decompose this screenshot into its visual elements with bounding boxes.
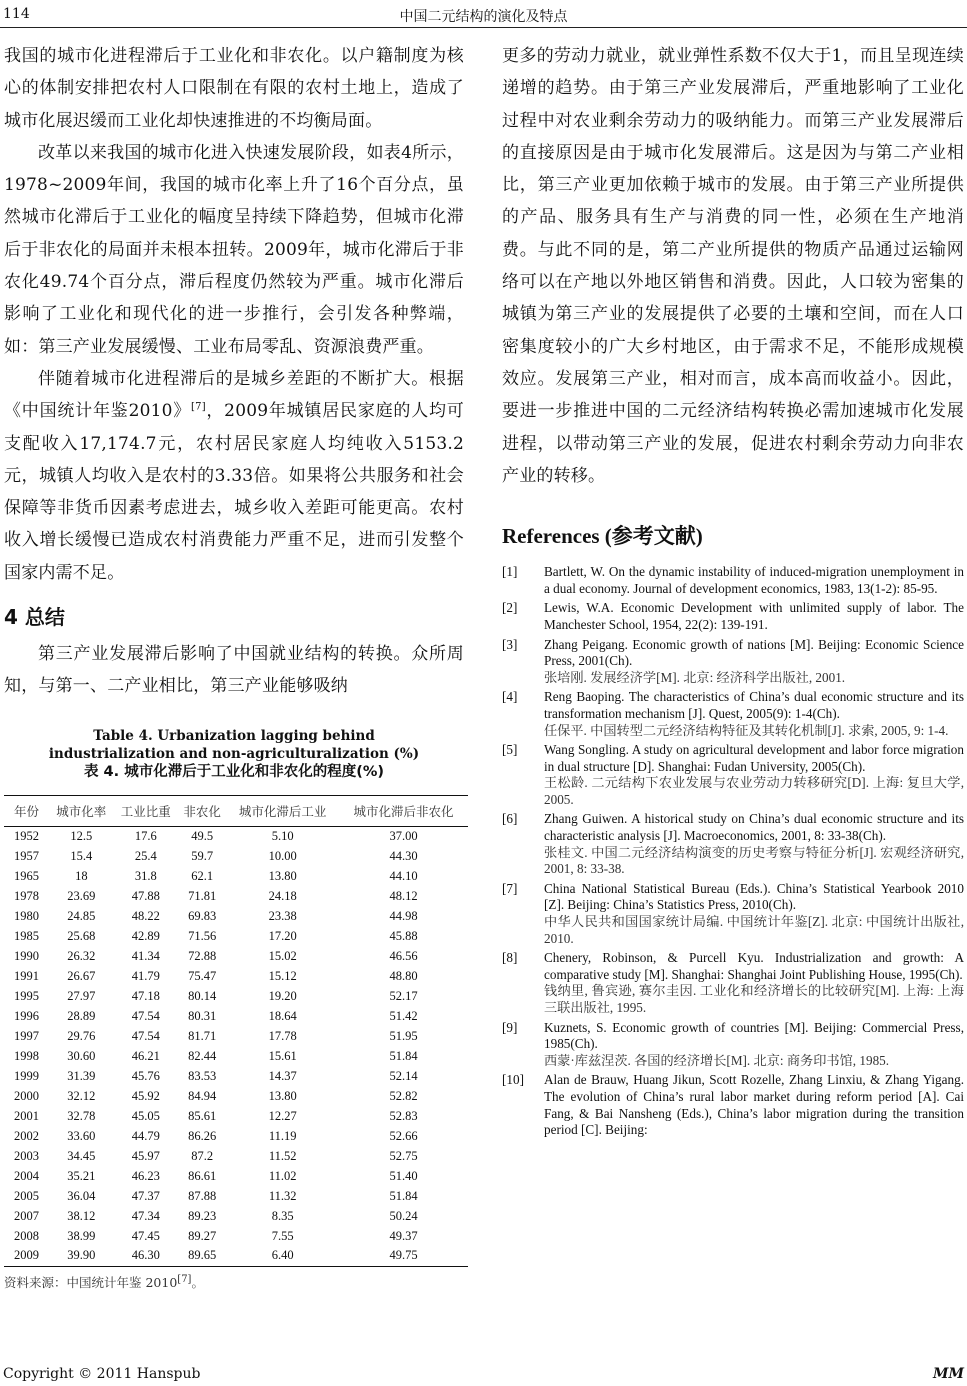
table-cell: 15.4 bbox=[70, 848, 93, 863]
reference-cn: 中华人民共和国国家统计局编. 中国统计年鉴[Z]. 北京: 中国统计出版社, 2010. bbox=[544, 914, 964, 946]
table-cell: 13.80 bbox=[268, 1088, 297, 1103]
reference-en: Lewis, W.A. Economic Development with unlimited supply of labor. The Manchester School, 1954, 22(2): 139-191. bbox=[544, 600, 964, 632]
reference-text bbox=[544, 742, 964, 808]
table-cell: 87.88 bbox=[188, 1188, 217, 1203]
column-header: 城市化滞后非农化 bbox=[353, 804, 454, 819]
table-cell: 2008 bbox=[14, 1228, 39, 1243]
reference-cn: 钱纳里, 鲁宾逊, 赛尔圭因. 工业化和经济增长的比较研究[M]. 上海: 上海三联出版社, 1995. bbox=[544, 983, 964, 1015]
table-cell: 45.05 bbox=[131, 1108, 160, 1123]
table-caption-cn: 表 4. 城市化滞后于工业化和非农化的程度(%) bbox=[84, 763, 384, 780]
table-row bbox=[4, 1186, 468, 1206]
table-cell: 1978 bbox=[14, 888, 39, 903]
table-cell: 59.7 bbox=[191, 848, 214, 863]
table-cell: 51.84 bbox=[389, 1188, 418, 1203]
reference-number: [3] bbox=[502, 636, 518, 652]
table-cell: 35.21 bbox=[67, 1168, 96, 1183]
table-cell: 1990 bbox=[14, 948, 39, 963]
reference-text bbox=[544, 1020, 964, 1070]
table-cell: 11.02 bbox=[268, 1168, 297, 1183]
table-cell: 87.2 bbox=[191, 1148, 214, 1163]
table-cell: 1999 bbox=[14, 1068, 39, 1083]
table-cell: 6.40 bbox=[271, 1248, 294, 1263]
table-cell: 11.19 bbox=[268, 1128, 297, 1143]
table-cell: 28.89 bbox=[67, 1008, 96, 1023]
reference-en: Zhang Peigang. Economic growth of nations [M]. Beijing: Economic Science Press, 2001(Ch). bbox=[544, 636, 964, 669]
table-cell: 37.00 bbox=[389, 828, 418, 843]
reference-en: Bartlett, W. On the dynamic instability of induced-migration unemployment in a dual economy. Journal of development economics, 1983, 13(1-2): 85-95. bbox=[544, 564, 964, 596]
reference-number: [9] bbox=[502, 1019, 518, 1035]
reference-en: China National Statistical Bureau (Eds.). China’s Statistical Yearbook 2010 [Z]. Beijing: China’s Statistics Press, 2010(Ch). bbox=[544, 880, 964, 913]
table-cell: 24.85 bbox=[67, 908, 96, 923]
table-cell: 44.79 bbox=[131, 1128, 160, 1143]
text: 资料来源：中国统计年鉴 2010 bbox=[4, 1274, 178, 1290]
column-header: 年份 bbox=[14, 804, 40, 819]
table-cell: 46.21 bbox=[131, 1048, 160, 1063]
table-cell: 33.60 bbox=[67, 1128, 96, 1143]
table-cell: 32.12 bbox=[67, 1088, 96, 1103]
text: ，2009年城镇居民家庭的人均可支配收入17,174.7元，农村居民家庭人均纯收入5153.2元，城镇人均收入是农村的3.33倍。如果将公共服务和社会保障等非货币因素考虑进去，城乡收入差距可能更高。农村收入增长缓慢已造成农村消费能力严重不足，进而引发整个国家内需不足。 bbox=[4, 401, 464, 583]
reference-en: Kuznets, S. Economic growth of countries [M]. Beijing: Commercial Press, 1985(Ch). bbox=[544, 1019, 964, 1052]
table-cell: 48.22 bbox=[131, 908, 160, 923]
table-cell: 52.75 bbox=[389, 1148, 418, 1163]
reference-item bbox=[502, 742, 964, 808]
table-cell: 52.14 bbox=[389, 1068, 418, 1083]
table-row bbox=[4, 1086, 468, 1106]
reference-text bbox=[544, 600, 964, 633]
table-cell: 44.30 bbox=[389, 848, 418, 863]
table-cell: 2002 bbox=[14, 1128, 39, 1143]
journal-abbrev: MM bbox=[933, 1366, 964, 1382]
reference-cn: 张桂文. 中国二元经济结构演变的历史考察与特征分析[J]. 宏观经济研究, 2001, 8: 33-38. bbox=[544, 844, 964, 877]
table-cell: 44.98 bbox=[389, 908, 418, 923]
table-caption-en: Table 4. Urbanization lagging behind industrialization and non-agriculturalization (%) bbox=[48, 727, 420, 762]
reference-item bbox=[502, 1020, 964, 1070]
table-cell: 1997 bbox=[14, 1028, 39, 1043]
paragraph bbox=[4, 363, 464, 589]
reference-number: [6] bbox=[502, 811, 518, 827]
paragraph: 我国的城市化进程滞后于工业化和非农化。以户籍制度为核心的体制安排把农村人口限制在有限的农村土地上，造成了城市化展迟缓而工业化却快速推进的不均衡局面。 bbox=[4, 46, 464, 131]
table-row bbox=[4, 966, 468, 986]
table-cell: 38.99 bbox=[67, 1228, 96, 1243]
page-number: 114 bbox=[3, 6, 30, 22]
table-cell: 10.00 bbox=[268, 848, 297, 863]
table-row bbox=[4, 1146, 468, 1166]
table-cell: 13.80 bbox=[268, 868, 297, 883]
table-cell: 19.20 bbox=[268, 988, 297, 1003]
reference-text bbox=[544, 881, 964, 947]
table-cell: 1952 bbox=[14, 828, 39, 843]
table-row bbox=[4, 866, 468, 886]
table-cell: 17.20 bbox=[268, 928, 297, 943]
reference-item bbox=[502, 600, 964, 633]
table-cell: 34.45 bbox=[67, 1148, 96, 1163]
table-cell: 45.76 bbox=[131, 1068, 160, 1083]
table-cell: 23.38 bbox=[268, 908, 297, 923]
table-cell: 75.47 bbox=[188, 968, 217, 983]
reference-number: [8] bbox=[502, 950, 518, 966]
table-cell: 81.71 bbox=[188, 1028, 217, 1043]
column-header: 工业比重 bbox=[120, 804, 171, 819]
table-cell: 48.12 bbox=[389, 888, 418, 903]
reference-en: Alan de Brauw, Huang Jikun, Scott Rozelle, Zhang Linxiu, & Zhang Yigang. The evolution of China’s rural labor market during reform period [A]. Cai Fang, & Bai Nansheng (Eds.), China’s labor migration during the transition period [C]. Beijing: bbox=[544, 1072, 964, 1138]
page-footer bbox=[3, 1366, 964, 1382]
table-cell: 29.76 bbox=[67, 1028, 96, 1043]
table-cell: 1995 bbox=[14, 988, 39, 1003]
table-cell: 71.81 bbox=[188, 888, 217, 903]
reference-text bbox=[544, 689, 964, 739]
paragraph: 更多的劳动力就业，就业弹性系数不仅大于1，而且呈现连续递增的趋势。由于第三产业发展滞后，严重地影响了工业化过程中对农业剩余劳动力的吸纳能力。而第三产业发展滞后的直接原因是由于城市化发展滞后。这是因为与第二产业相比，第三产业更加依赖于城市的发展。由于第三产业所提供的产品、服务具有生产与消费的同一性，必须在生产地消费。与此不同的是，第二产业所提供的物质产品通过运输网络可以在产地以外地区销售和消费。因此，人口较为密集的城镇为第三产业的发展提供了必要的土壤和空间，而在人口密集度较小的广大乡村地区，由于需求不足，不能形成规模效应。发展第三产业，相对而言，成本高而收益小。因此，要进一步推进中国的二元经济结构转换必需加速城市化发展进程，以带动第三产业的发展，促进农村剩余劳动力向非农产业的转移。 bbox=[502, 46, 964, 486]
table-cell: 86.26 bbox=[188, 1128, 217, 1143]
table-cell: 69.83 bbox=[188, 908, 217, 923]
reference-en: Reng Baoping. The characteristics of China’s dual economic structure and its transformation mechanism [J]. Quest, 2005(9): 1-4(Ch). bbox=[544, 689, 964, 721]
table-row bbox=[4, 1106, 468, 1126]
table-row bbox=[4, 946, 468, 966]
reference-cn: 张培刚. 发展经济学[M]. 北京: 经济科学出版社, 2001. bbox=[544, 669, 846, 685]
table-cell: 39.90 bbox=[67, 1248, 96, 1263]
table-cell: 47.45 bbox=[131, 1228, 160, 1243]
reference-cn: 任保平. 中国转型二元经济结构特征及其转化机制[J]. 求索, 2005, 9: 1-4. bbox=[544, 722, 949, 738]
table-cell: 11.52 bbox=[268, 1148, 297, 1163]
table-cell: 51.40 bbox=[389, 1168, 418, 1183]
table-cell: 24.18 bbox=[268, 888, 297, 903]
right-column bbox=[502, 40, 964, 1142]
citation: [7] bbox=[191, 401, 206, 413]
table-cell: 2007 bbox=[14, 1208, 39, 1223]
reference-en: Zhang Guiwen. A historical study on China’s dual economic structure and its characteristic analysis [J]. Macroeconomics, 2001, 8: 33-38(Ch). bbox=[544, 811, 964, 844]
reference-list bbox=[502, 564, 964, 1139]
reference-item bbox=[502, 811, 964, 877]
table-cell: 2000 bbox=[14, 1088, 39, 1103]
reference-item bbox=[502, 950, 964, 1016]
table-cell: 52.83 bbox=[389, 1108, 418, 1123]
table-cell: 1965 bbox=[14, 868, 39, 883]
table-cell: 47.54 bbox=[131, 1028, 160, 1043]
table-cell: 83.53 bbox=[188, 1068, 217, 1083]
table-cell: 41.34 bbox=[131, 948, 160, 963]
reference-number: [4] bbox=[502, 689, 518, 705]
table-cell: 1998 bbox=[14, 1048, 39, 1063]
table-cell: 46.56 bbox=[389, 948, 418, 963]
table-cell: 85.61 bbox=[188, 1108, 217, 1123]
table-cell: 72.88 bbox=[188, 948, 217, 963]
table-cell: 11.32 bbox=[268, 1188, 297, 1203]
table-cell: 2009 bbox=[14, 1248, 39, 1263]
table-cell: 7.55 bbox=[271, 1228, 294, 1243]
table-cell: 44.10 bbox=[389, 868, 418, 883]
column-header: 非农化 bbox=[183, 804, 221, 819]
table-cell: 23.69 bbox=[67, 888, 96, 903]
reference-item bbox=[502, 1072, 964, 1138]
table-cell: 46.23 bbox=[131, 1168, 160, 1183]
table-cell: 50.24 bbox=[389, 1208, 418, 1223]
table-row bbox=[4, 1026, 468, 1046]
reference-cn: 西蒙·库兹涅茨. 各国的经济增长[M]. 北京: 商务印书馆, 1985. bbox=[544, 1052, 890, 1068]
table-cell: 2004 bbox=[14, 1168, 39, 1183]
table-cell: 42.89 bbox=[131, 928, 160, 943]
table-cell: 52.82 bbox=[389, 1088, 418, 1103]
table-cell: 47.18 bbox=[131, 988, 160, 1003]
table-cell: 52.66 bbox=[389, 1128, 418, 1143]
text: 。 bbox=[191, 1274, 204, 1290]
table-cell: 49.75 bbox=[389, 1248, 418, 1263]
table-cell: 38.12 bbox=[67, 1208, 96, 1223]
column-header: 城市化率 bbox=[56, 804, 107, 819]
table-cell: 31.8 bbox=[134, 868, 157, 883]
table-cell: 15.02 bbox=[268, 948, 297, 963]
table-cell: 71.56 bbox=[188, 928, 217, 943]
citation: [7] bbox=[177, 1273, 192, 1285]
table-cell: 62.1 bbox=[191, 868, 214, 883]
table-row bbox=[4, 1246, 468, 1266]
column-header: 城市化滞后工业 bbox=[238, 804, 327, 819]
paragraph: 第三产业发展滞后影响了中国就业结构的转换。众所周知，与第一、二产业相比，第三产业能够吸纳 bbox=[4, 644, 464, 697]
table-cell: 89.23 bbox=[188, 1208, 217, 1223]
table-cell: 32.78 bbox=[67, 1108, 96, 1123]
table-cell: 2005 bbox=[14, 1188, 39, 1203]
table-cell: 17.6 bbox=[134, 828, 157, 843]
left-column bbox=[4, 40, 464, 1291]
table-cell: 27.97 bbox=[67, 988, 96, 1003]
table-cell: 14.37 bbox=[268, 1068, 297, 1083]
table-row bbox=[4, 886, 468, 906]
table-row bbox=[4, 826, 468, 846]
table-cell: 18.64 bbox=[268, 1008, 297, 1023]
table-row bbox=[4, 986, 468, 1006]
reference-number: [7] bbox=[502, 880, 518, 896]
table-cell: 86.61 bbox=[188, 1168, 217, 1183]
reference-number: [1] bbox=[502, 564, 518, 580]
table-row bbox=[4, 1066, 468, 1086]
running-title: 中国二元结构的演化及特点 bbox=[399, 9, 568, 25]
table-cell: 30.60 bbox=[67, 1048, 96, 1063]
table-row bbox=[4, 906, 468, 926]
table-cell: 5.10 bbox=[271, 828, 294, 843]
table-cell: 45.92 bbox=[131, 1088, 160, 1103]
table-cell: 2001 bbox=[14, 1108, 39, 1123]
reference-text bbox=[544, 950, 964, 1016]
table-cell: 47.88 bbox=[131, 888, 160, 903]
table-cell: 15.61 bbox=[268, 1048, 297, 1063]
copyright: Copyright © 2011 Hanspub bbox=[3, 1366, 201, 1382]
table-cell: 12.5 bbox=[70, 828, 93, 843]
table-cell: 25.68 bbox=[67, 928, 96, 943]
table-source bbox=[4, 1273, 464, 1291]
table-cell: 8.35 bbox=[271, 1208, 294, 1223]
table-cell: 2003 bbox=[14, 1148, 39, 1163]
table-cell: 82.44 bbox=[188, 1048, 217, 1063]
table-cell: 89.27 bbox=[188, 1228, 217, 1243]
reference-text bbox=[544, 637, 964, 687]
table-row bbox=[4, 926, 468, 946]
reference-number: [5] bbox=[502, 742, 518, 758]
reference-item bbox=[502, 564, 964, 597]
table-cell: 1957 bbox=[14, 848, 39, 863]
table-cell: 89.65 bbox=[188, 1248, 217, 1263]
table-cell: 36.04 bbox=[67, 1188, 96, 1203]
table-row bbox=[4, 1046, 468, 1066]
table-cell: 49.5 bbox=[191, 828, 214, 843]
table-cell: 80.31 bbox=[188, 1008, 217, 1023]
reference-item bbox=[502, 637, 964, 687]
references-heading: References (参考文献) bbox=[502, 524, 703, 549]
table-cell: 17.78 bbox=[268, 1028, 297, 1043]
table-cell: 41.79 bbox=[131, 968, 160, 983]
paragraph: 改革以来我国的城市化进入快速发展阶段，如表4所示，1978~2009年间，我国的城市化率上升了16个百分点，虽然城市化滞后于工业化的幅度呈持续下降趋势，但城市化滞后于非农化的局面并未根本扭转。2009年，城市化滞后于非农化49.74个百分点，滞后程度仍然较为严重。城市化滞后影响了工业化和现代化的进一步推行，会引发各种弊端，如：第三产业发展缓慢、工业布局零乱、资源浪费严重。 bbox=[4, 142, 464, 357]
reference-cn: 王松龄. 二元结构下农业发展与农业劳动力转移研究[D]. 上海: 复旦大学, 2005. bbox=[544, 775, 964, 807]
table-row bbox=[4, 1126, 468, 1146]
table-cell: 45.88 bbox=[389, 928, 418, 943]
table-cell: 26.32 bbox=[67, 948, 96, 963]
page-header bbox=[0, 6, 967, 28]
table-cell: 1996 bbox=[14, 1008, 39, 1023]
table-row bbox=[4, 1166, 468, 1186]
reference-text bbox=[544, 564, 964, 597]
table-cell: 26.67 bbox=[67, 968, 96, 983]
reference-item bbox=[502, 689, 964, 739]
table-caption bbox=[4, 727, 464, 781]
reference-en: Chenery, Robinson, & Purcell Kyu. Industrialization and growth: A comparative study [M]. Shanghai: Shanghai Joint Publishing House, 1995(Ch). bbox=[544, 950, 964, 982]
reference-text bbox=[544, 811, 964, 877]
table-cell: 51.84 bbox=[389, 1048, 418, 1063]
table-cell: 47.54 bbox=[131, 1008, 160, 1023]
table-row bbox=[4, 1206, 468, 1226]
table-cell: 80.14 bbox=[188, 988, 217, 1003]
text: 伴随着城市化进程滞后的是城乡差距的不断扩大。根据《中国统计年鉴2010》 bbox=[4, 368, 464, 422]
reference-number: [10] bbox=[502, 1072, 524, 1088]
reference-item bbox=[502, 881, 964, 947]
table-cell: 18 bbox=[75, 868, 88, 883]
table-row bbox=[4, 1006, 468, 1026]
reference-text bbox=[544, 1072, 964, 1138]
table-cell: 47.37 bbox=[131, 1188, 160, 1203]
table-cell: 15.12 bbox=[268, 968, 297, 983]
reference-number: [2] bbox=[502, 600, 518, 616]
table-cell: 48.80 bbox=[389, 968, 418, 983]
section-heading: 4 总结 bbox=[4, 605, 65, 630]
table-cell: 51.95 bbox=[389, 1028, 418, 1043]
table-cell: 1980 bbox=[14, 908, 39, 923]
table-cell: 84.94 bbox=[188, 1088, 217, 1103]
table-cell: 46.30 bbox=[131, 1248, 160, 1263]
table-row bbox=[4, 846, 468, 866]
table-cell: 49.37 bbox=[389, 1228, 418, 1243]
table-cell: 45.97 bbox=[131, 1148, 160, 1163]
table-cell: 25.4 bbox=[134, 848, 157, 863]
table-cell: 1991 bbox=[14, 968, 39, 983]
data-table bbox=[4, 795, 468, 1267]
table-cell: 1985 bbox=[14, 928, 39, 943]
table-cell: 47.34 bbox=[131, 1208, 160, 1223]
table-cell: 12.27 bbox=[268, 1108, 297, 1123]
table-row bbox=[4, 1226, 468, 1246]
reference-en: Wang Songling. A study on agricultural development and labor force migration in dual structure [D]. Shanghai: Fudan University, 2005(Ch). bbox=[544, 742, 964, 774]
table-cell: 51.42 bbox=[389, 1008, 418, 1023]
table-cell: 52.17 bbox=[389, 988, 418, 1003]
table-cell: 31.39 bbox=[67, 1068, 96, 1083]
